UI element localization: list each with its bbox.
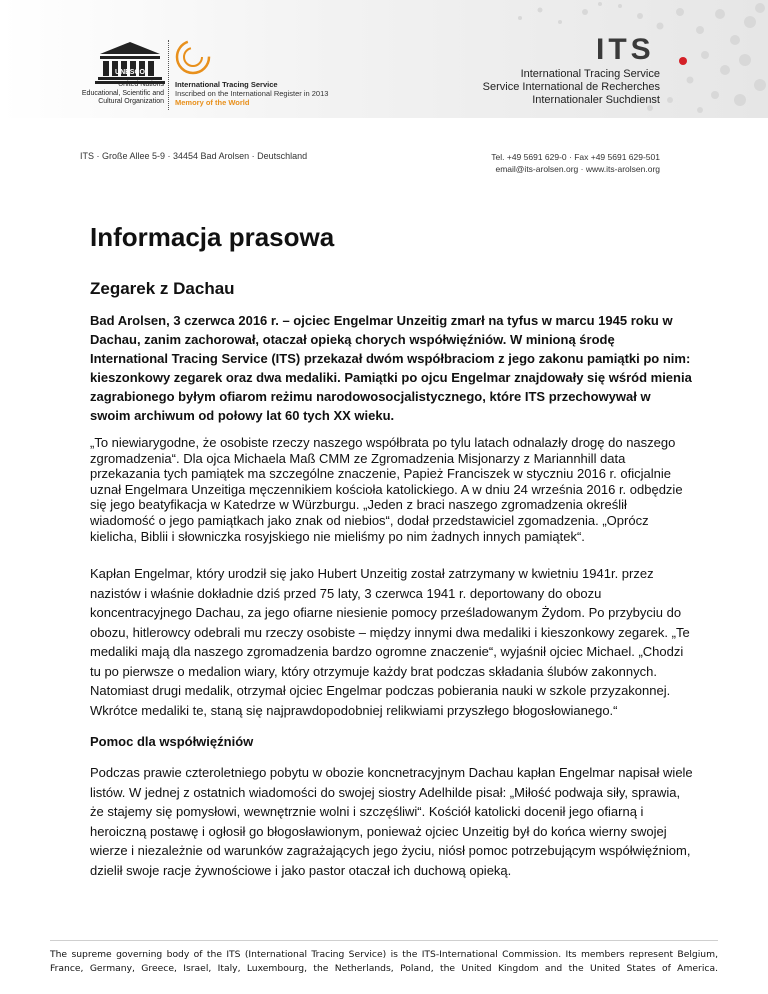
paragraph-3: Podczas prawie czteroletniego pobytu w obozie koncnetracyjnym Dachau kapłan Engelmar napisał wiele listów. W jednej z ostatnich wiadomości do swojej siostry Adelhilde pisał: „Miłość podwaja siły, sprawia, że stajemy się pomysłowi, wewnętrznie wolni i szczęśliwi“. Kościół katolicki docenił jego ofiarną i heroiczną postawę i ogłosił go błogosławionym, ponieważ ojciec Unzeitig był do końca wierny swojej wierze i niezależnie od warunków zagrażających jego życiu, niósł pomoc potrzebującym współwięźniom, dzielił swoje racje żywnościowe i jako pastor otaczał ich duchową opieką. [90, 765, 693, 878]
page-title: Informacja prasowa [90, 222, 335, 252]
its-logo: ITS [596, 33, 655, 66]
unesco-org-name: United Nations Educational, Scientific and Cultural Organization [81, 81, 164, 105]
footer-note: The supreme governing body of the ITS (International Tracing Service) is the ITS-International Commission. Its members represent Belgium, France, Germany, Greece, Israel, Italy, Luxembourg, the Netherlands, Poland, the United Kingdom and the United States of America. [50, 949, 718, 974]
its-names: International Tracing Service Service International de Recherches Internationaler Suchdienst [482, 68, 660, 106]
footer-divider [50, 940, 718, 941]
press-release-body [90, 222, 694, 880]
header-divider [168, 40, 170, 110]
paragraph-1: „To niewiarygodne, że osobiste rzeczy naszego współbrata po tylu latach odnalazły drogę do naszego zgromadzenia“. Dla ojca Michaela Maß CMM ze Zgromadzenia Misjonarzy z Mariannhill data przekazania tych pamiątek ma szczególne znaczenie, Papież Franciszek w styczniu 2016 r. oficjalnie uznał Engelmara Unzeitiga męczennikiem kościoła katolickiego. A w dniu 24 września 2016 r. odbędzie się jego beatyfikacja w Katedrze w Würzburgu. „Jeden z braci naszego zgromadzenia określił wiadomość o jego pamiątkach jako znak od niebios“, dodał przedstawiciel zgomadzenia. „Oprócz kielicha, Biblii i słowniczka rosyjskiego nie mieliśmy po nim żadnych innych pamiątek“. [90, 435, 683, 544]
memory-of-the-world-label: International Tracing Service Inscribed on the International Register in 2013 Memory of the World [175, 80, 329, 107]
paragraph-2: Kapłan Engelmar, który urodził się jako Hubert Unzeitig został zatrzymany w kwietniu 1941r. przez nazistów i właśnie dokładnie dziś przed 75 laty, 3 czerwca 1941 r. deportowany do obozu koncentracyjnego Dachau, za jego ofiarne niesienie pomocy prześladowanym Żydom. Po przybyciu do obozu, hitlerowcy odebrali mu rzeczy osobiste – między innymi dwa medaliki i kieszonkowy zegarek. „Te medaliki mają dla naszego zgromadzenia bardzo ogromne znaczenie“, wyjaśnił ojciec Michael. „Chodzi tu po pierwsze o medalion wiary, który otrzymuje każdy brat podczas składania ślubów zakonnych. Natomiast drugi medalik, otrzymał ojciec Engelmar podczas pobierania nauki w szkole przyzakonnej. Wkrótce medaliki te, staną się najprawdopodobniej relikwiami przyszłego błogosłowianego.“ [90, 566, 690, 718]
memory-of-the-world-icon [174, 38, 212, 76]
article-title: Zegarek z Dachau [90, 279, 235, 298]
contact-info: Tel. +49 5691 629-0 · Fax +49 5691 629-501 email@its-arolsen.org · www.its-arolsen.org [491, 152, 660, 174]
postal-address: ITS · Große Allee 5-9 · 34454 Bad Arolsen · Deutschland [80, 151, 308, 161]
lead-paragraph: Bad Arolsen, 3 czerwca 2016 r. – ojciec Engelmar Unzeitig zmarł na tyfus w marcu 1945 roku w Dachau, zanim zachorował, otaczał opieką chorych współwięźniów. W minioną środę International Tracing Service (ITS) przekazał dwóm współbraciom z jego zakonu pamiątki po nim: kieszonkowy zegarek oraz dwa medaliki. Pamiątki po ojcu Engelmar znajdowały się wśród mienia zagrabionego byłym ofiarom reżimu narodowosocjalistycznego, które ITS przechowywał w swoim archiwum od połowy lat 60 tych XX wieku. [90, 313, 692, 423]
section-heading: Pomoc dla współwięźniów [90, 734, 254, 750]
unesco-wordmark: UNESCO [115, 69, 145, 76]
